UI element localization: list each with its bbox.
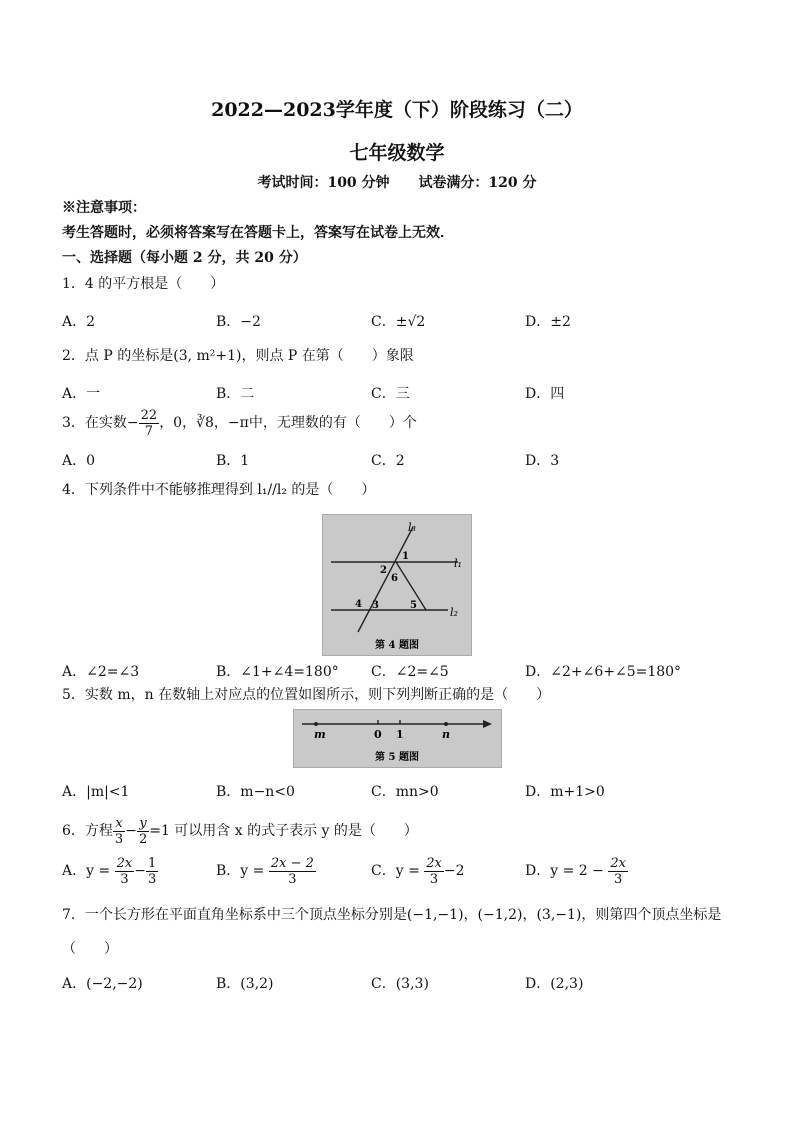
option-label: D．y = 2 −	[525, 863, 604, 879]
angle-label-2: 2	[380, 565, 387, 576]
fraction-numerator: 2x	[116, 855, 133, 871]
fraction	[608, 856, 628, 887]
stem-part: −	[125, 823, 137, 839]
fraction-numerator: 1	[148, 855, 157, 871]
option-d: D．(2,3)	[525, 976, 584, 992]
paper-subtitle: 七年级数学	[349, 142, 445, 164]
fraction-numerator: 22	[140, 407, 158, 423]
option-a: A．一	[62, 386, 101, 402]
option-a: A．(−2,−2)	[62, 976, 143, 992]
fraction-denominator: 2	[138, 831, 148, 847]
option-a: A．2	[62, 314, 96, 330]
option-a: A．∠2=∠3	[62, 664, 140, 680]
figure-caption: 第 4 题图	[375, 640, 419, 651]
question-stem: 5．实数 m，n 在数轴上对应点的位置如图所示，则下列判断正确的是（ ）	[62, 687, 551, 703]
angle-label-3: 3	[372, 600, 379, 611]
label-l3: l₃	[408, 521, 416, 534]
label-0: 0	[374, 728, 382, 741]
option-label: C．y =	[371, 863, 420, 879]
option-b: B．−2	[216, 314, 261, 330]
figure-q4	[322, 514, 472, 656]
question-stem	[62, 405, 417, 441]
fraction-denominator: 3	[114, 831, 124, 847]
option-c: C．mn>0	[371, 784, 439, 800]
option-b	[216, 853, 316, 889]
option-a: A．|m|<1	[62, 784, 130, 800]
question-stem-cont: （ ）	[62, 941, 118, 957]
exam-time: 考试时间：100 分钟	[257, 175, 390, 191]
exam-info	[0, 172, 794, 192]
angle-label-4: 4	[355, 599, 362, 610]
number-line-diagram	[294, 710, 501, 767]
option-b: B．(3,2)	[216, 976, 274, 992]
question-stem	[62, 813, 418, 849]
angle-label-6: 6	[391, 573, 398, 584]
label-l1: l₁	[454, 557, 462, 570]
angle-label-1: 1	[402, 551, 409, 562]
option-a	[62, 853, 158, 889]
option-c	[371, 853, 465, 889]
option-c: C．2	[371, 453, 405, 469]
option-d: D．∠2+∠6+∠5=180°	[525, 664, 682, 680]
parallel-lines-diagram	[323, 515, 471, 655]
label-n: n	[442, 728, 450, 741]
option-tail: −2	[443, 863, 465, 879]
fraction	[113, 816, 125, 847]
option-c: C．(3,3)	[371, 976, 429, 992]
label-l2: l₂	[450, 606, 458, 619]
option-d: D．3	[525, 453, 560, 469]
fraction-denominator: 3	[613, 871, 623, 887]
fraction-denominator: 3	[120, 871, 129, 887]
fraction	[269, 856, 316, 887]
angle-label-5: 5	[410, 600, 417, 611]
option-d: D．m+1>0	[525, 784, 605, 800]
fraction-denominator: 3	[288, 871, 297, 887]
question-stem: 7．一个长方形在平面直角坐标系中三个顶点坐标分别是(−1,−1)，(−1,2)，(3,−1)，则第四个顶点坐标是	[62, 907, 722, 923]
fraction-numerator: y	[137, 816, 149, 832]
fraction	[115, 856, 135, 887]
fraction-numerator: 2x	[426, 855, 442, 871]
fraction	[139, 408, 160, 439]
fraction	[137, 816, 149, 847]
operator: −	[134, 863, 146, 879]
fraction	[424, 856, 444, 887]
question-stem: 2．点 P 的坐标是(3, m²+1)，则点 P 在第（ ）象限	[62, 348, 414, 364]
fraction-denominator: 7	[144, 423, 154, 439]
option-label: B．y =	[216, 863, 265, 879]
option-d	[525, 853, 628, 889]
paper-title: 2022—2023学年度（下）阶段练习（二）	[211, 99, 583, 121]
figure-caption: 第 5 题图	[375, 752, 419, 763]
fraction-numerator: x	[113, 816, 125, 832]
stem-part: 3．在实数−	[62, 415, 139, 431]
option-d: D．±2	[525, 314, 571, 330]
option-b: B．∠1+∠4=180°	[216, 664, 339, 680]
option-b: B．二	[216, 386, 255, 402]
fraction	[146, 856, 158, 887]
fraction-denominator: 3	[429, 871, 439, 887]
question-stem: 1．4 的平方根是（ ）	[62, 276, 225, 292]
figure-q5	[293, 709, 502, 768]
option-a: A．0	[62, 453, 96, 469]
stem-part: ，0，∛8，−π中，无理数的有（ ）个	[159, 415, 417, 431]
stem-part: =1 可以用含 x 的式子表示 y 的是（ ）	[149, 823, 418, 839]
option-d: D．四	[525, 386, 565, 402]
notice-text: 考生答题时，必须将答案写在答题卡上，答案写在试卷上无效．	[62, 225, 454, 241]
option-c: C．∠2=∠5	[371, 664, 449, 680]
question-stem: 4．下列条件中不能够推理得到 l₁//l₂ 的是（ ）	[62, 482, 376, 498]
option-b: B．1	[216, 453, 250, 469]
fraction-numerator: 2x − 2	[270, 855, 314, 871]
option-c: C．三	[371, 386, 410, 402]
notice-heading: ※注意事项：	[62, 200, 146, 216]
label-m: m	[314, 728, 326, 741]
fraction-denominator: 3	[148, 871, 157, 887]
stem-part: 6．方程	[62, 823, 113, 839]
option-label: A．y =	[62, 863, 111, 879]
fraction-numerator: 2x	[610, 855, 626, 871]
exam-score: 试卷满分：120 分	[418, 175, 537, 191]
label-1: 1	[396, 728, 404, 741]
option-c: C．±√2	[371, 314, 426, 330]
option-b: B．m−n<0	[216, 784, 295, 800]
section-heading: 一、选择题（每小题 2 分，共 20 分）	[62, 250, 307, 266]
